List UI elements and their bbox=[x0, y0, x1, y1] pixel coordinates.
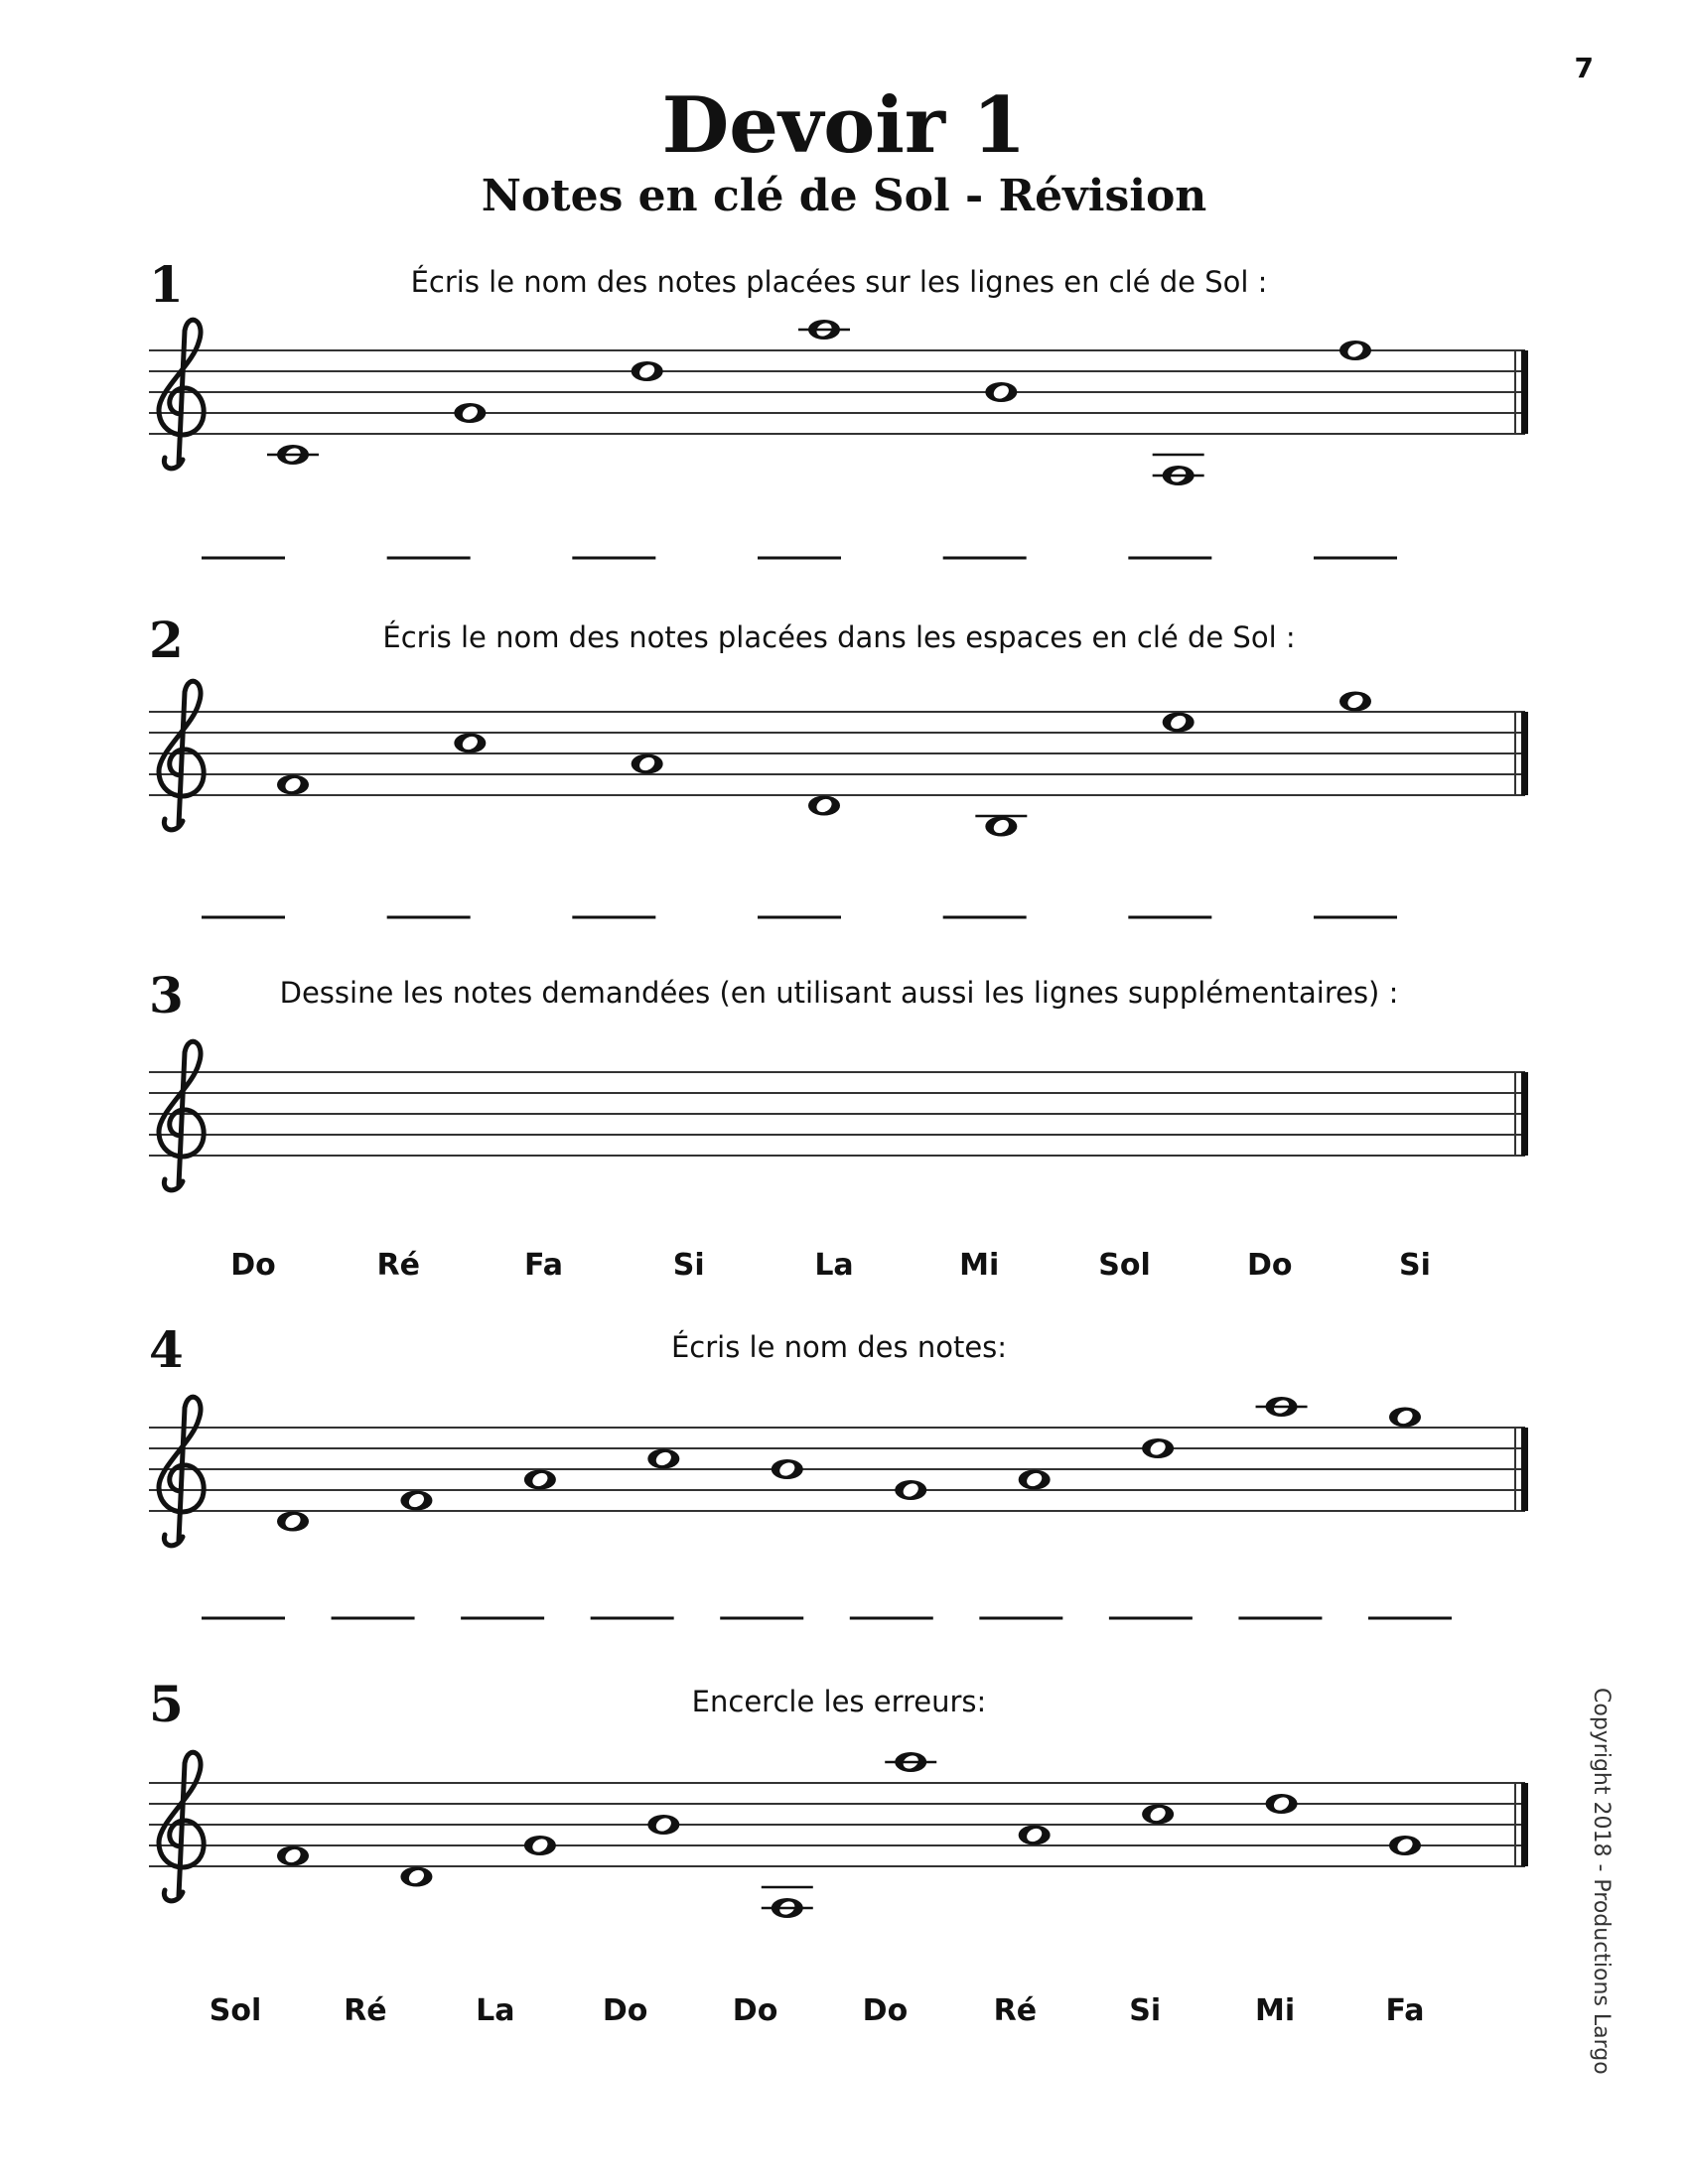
treble-clef-icon-3 bbox=[159, 1041, 204, 1190]
note-name-label-3-2: Ré bbox=[376, 1248, 420, 1283]
exercise-5-instruction: Encercle les erreurs: bbox=[691, 1685, 987, 1718]
thick-barline-5 bbox=[1521, 1783, 1528, 1866]
note-name-label-5-1: Sol bbox=[209, 1993, 262, 2028]
page-subtitle: Notes en clé de Sol - Révision bbox=[481, 171, 1207, 221]
exercise-4-instruction: Écris le nom des notes: bbox=[670, 1330, 1008, 1364]
thick-barline-2 bbox=[1521, 712, 1528, 795]
treble-clef-icon-4 bbox=[159, 1397, 204, 1546]
thick-barline-4 bbox=[1521, 1428, 1528, 1511]
note-name-label-3-1: Do bbox=[230, 1248, 276, 1283]
exercise-2-instruction: Écris le nom des notes placées dans les espaces en clé de Sol : bbox=[382, 620, 1296, 654]
note-name-label-5-5: Do bbox=[732, 1993, 778, 2028]
exercise-3-instruction: Dessine les notes demandées (en utilisant aussi les lignes supplémentaires) : bbox=[279, 976, 1399, 1010]
treble-clef-icon-1 bbox=[159, 320, 204, 469]
note-name-label-3-6: Mi bbox=[959, 1248, 1000, 1283]
note-name-label-5-6: Do bbox=[862, 1993, 909, 2028]
exercise-2-number: 2 bbox=[149, 611, 184, 669]
exercise-5-number: 5 bbox=[149, 1675, 184, 1733]
note-name-label-3-8: Do bbox=[1246, 1248, 1293, 1283]
treble-clef-icon-2 bbox=[159, 681, 204, 830]
note-name-label-3-4: Si bbox=[672, 1248, 705, 1283]
note-name-label-5-3: La bbox=[476, 1993, 515, 2028]
exercise-1-number: 1 bbox=[149, 255, 184, 314]
note-name-label-5-8: Si bbox=[1129, 1993, 1162, 2028]
thick-barline-3 bbox=[1521, 1072, 1528, 1156]
exercise-3-number: 3 bbox=[149, 966, 184, 1024]
page-title: Devoir 1 bbox=[661, 80, 1027, 171]
note-name-label-5-9: Mi bbox=[1255, 1993, 1296, 2028]
note-name-label-3-3: Fa bbox=[524, 1248, 563, 1283]
note-name-label-5-2: Ré bbox=[344, 1993, 387, 2028]
note-name-label-5-7: Ré bbox=[993, 1993, 1038, 2028]
exercise-4-number: 4 bbox=[149, 1320, 184, 1379]
page-number: 7 bbox=[1574, 52, 1594, 84]
note-name-label-3-7: Sol bbox=[1098, 1248, 1151, 1283]
note-name-label-5-4: Do bbox=[602, 1993, 648, 2028]
note-name-label-5-10: Fa bbox=[1385, 1993, 1425, 2028]
treble-clef-icon-5 bbox=[159, 1752, 204, 1901]
thick-barline-1 bbox=[1521, 350, 1528, 434]
copyright-notice: Copyright 2018 - Productions Largo bbox=[1589, 1688, 1614, 2075]
note-name-label-3-9: Si bbox=[1399, 1248, 1431, 1283]
note-name-label-3-5: La bbox=[814, 1248, 854, 1283]
exercise-1-instruction: Écris le nom des notes placées sur les lignes en clé de Sol : bbox=[410, 265, 1268, 299]
